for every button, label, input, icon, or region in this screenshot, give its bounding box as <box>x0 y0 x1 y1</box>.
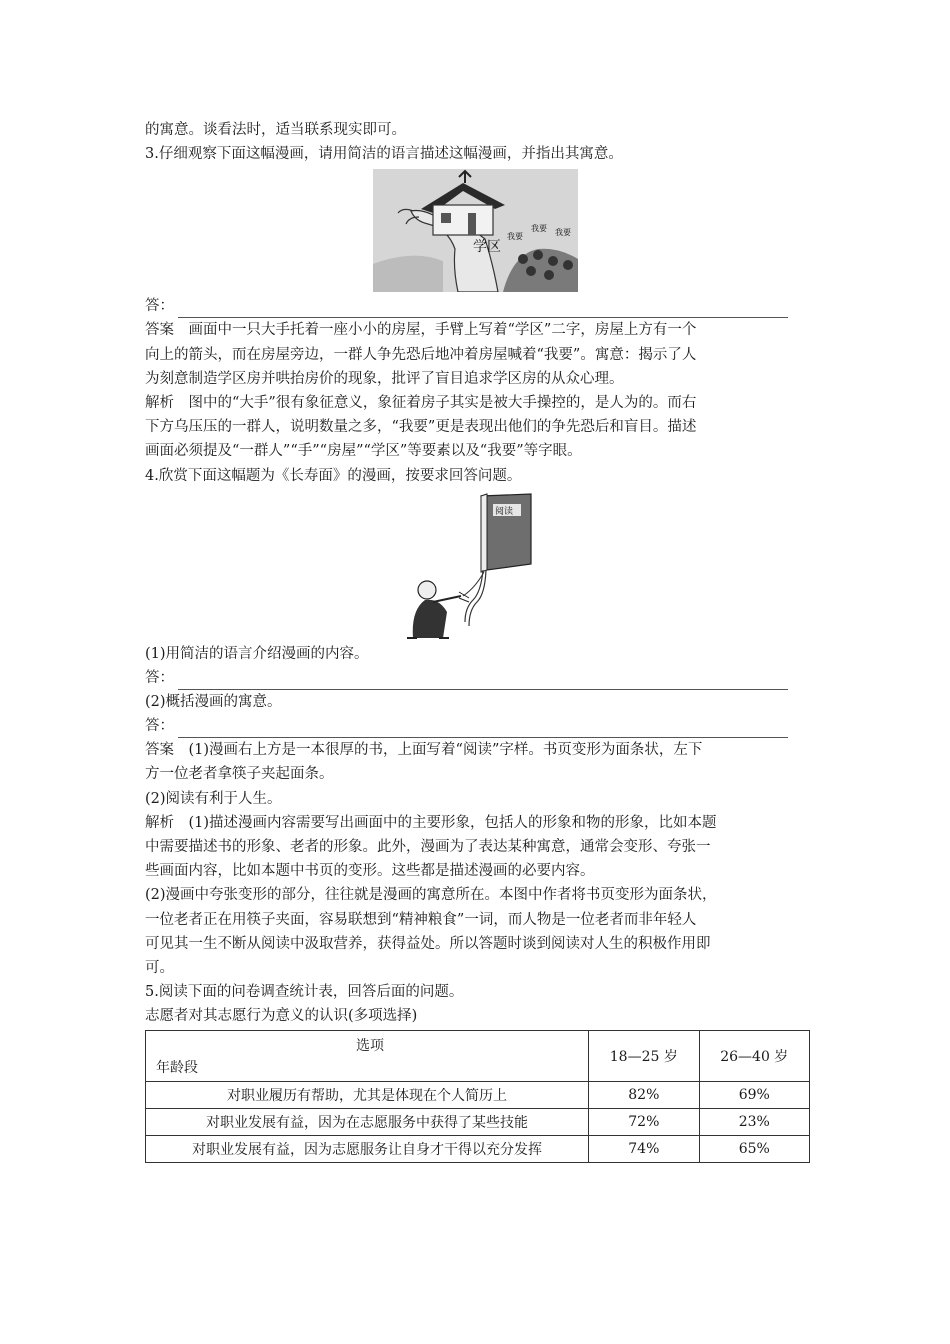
school-district-cartoon <box>373 169 578 292</box>
value-cell: 23% <box>699 1109 809 1136</box>
header-diagonal-cell <box>146 1031 589 1082</box>
analysis-text: 些画面内容，比如本题中书页的变形。这些都是描述漫画的必要内容。 <box>145 863 595 880</box>
analysis-text: 画面必须提及“一群人”“手”“房屋”“学区”等要素以及“我要”等字眼。 <box>145 443 582 460</box>
text-line: 的寓意。谈看法时，适当联系现实即可。 <box>145 122 406 138</box>
answer-text: 为刻意制造学区房并哄抬房价的现象，批评了盲目追求学区房的从众心理。 <box>145 370 624 387</box>
question-3-title: 3.仔细观察下面这幅漫画，请用简洁的语言描述这幅漫画，并指出其寓意。 <box>145 146 623 163</box>
table-row <box>146 1109 810 1136</box>
answer-prefix: 答： <box>145 670 174 687</box>
answer-text: 向上的箭头，而在房屋旁边，一群人争先恐后地冲着房屋喊着“我要”。寓意：揭示了人 <box>145 346 697 363</box>
question-4-sub1: (1)用简洁的语言介绍漫画的内容。 <box>145 645 369 662</box>
answer-prefix: 答： <box>145 298 174 315</box>
answer-blank[interactable] <box>145 714 810 738</box>
value-cell: 69% <box>699 1082 809 1109</box>
analysis-text: 一位老者正在用筷子夹面，容易联想到“精神粮食”一词，而人物是一位老者而非年轻人 <box>145 911 697 928</box>
option-cell: 对职业发展有益，因为在志愿服务中获得了某些技能 <box>146 1109 589 1136</box>
document-page <box>145 118 810 1163</box>
answer-text: 答案 画面中一只大手托着一座小小的房屋，手臂上写着“学区”二字，房屋上方有一个 <box>145 322 697 339</box>
district-label: 学区 <box>473 238 501 255</box>
want-label: 我要 <box>531 224 547 234</box>
option-cell: 对职业履历有帮助，尤其是体现在个人简历上 <box>146 1082 589 1109</box>
analysis-text: 解析 (1)描述漫画内容需要写出画面中的主要形象，包括人的形象和物的形象，比如本题 <box>145 814 717 831</box>
longevity-noodle-cartoon <box>403 492 535 640</box>
value-cell: 72% <box>589 1109 699 1136</box>
table-row <box>146 1082 810 1109</box>
question-4-sub2: (2)概括漫画的寓意。 <box>145 694 282 711</box>
header-options: 选项 <box>356 1038 384 1055</box>
analysis-text: 解析 图中的“大手”很有象征意义，象征着房子其实是被大手操控的，是人为的。而右 <box>145 395 697 412</box>
table-caption: 志愿者对其志愿行为意义的认识(多项选择) <box>145 1008 418 1025</box>
table-row <box>146 1136 810 1163</box>
analysis-text: 可。 <box>145 960 174 977</box>
table-header-row <box>146 1031 810 1082</box>
option-cell: 对职业发展有益，因为志愿服务让自身才干得以充分发挥 <box>146 1136 589 1163</box>
analysis-text: 中需要描述书的形象、老者的形象。此外，漫画为了表达某种寓意，通常会变形、夸张一 <box>145 839 711 856</box>
analysis-text: 可见其一生不断从阅读中汲取营养，获得益处。所以答题时谈到阅读对人生的积极作用即 <box>145 935 711 952</box>
header-age-group: 年龄段 <box>156 1060 198 1077</box>
value-cell: 82% <box>589 1082 699 1109</box>
value-cell: 74% <box>589 1136 699 1163</box>
answer-blank[interactable] <box>145 294 810 318</box>
analysis-text: (2)漫画中夸张变形的部分，往往就是漫画的寓意所在。本图中作者将书页变形为面条状， <box>145 887 717 904</box>
answer-text: 答案 (1)漫画右上方是一本很厚的书，上面写着“阅读”字样。书页变形为面条状，左下 <box>145 742 703 759</box>
question-5-title: 5.阅读下面的问卷调查统计表，回答后面的问题。 <box>145 984 464 1001</box>
analysis-text: 下方乌压压的一群人，说明数量之多，“我要”更是表现出他们的争先恐后和盲目。描述 <box>145 419 697 436</box>
answer-text: 方一位老者拿筷子夹起面条。 <box>145 766 334 783</box>
question-4-title: 4.欣赏下面这幅题为《长寿面》的漫画，按要求回答问题。 <box>145 467 522 484</box>
answer-prefix: 答： <box>145 718 174 735</box>
survey-table <box>145 1030 810 1163</box>
book-label: 阅读 <box>495 505 514 516</box>
answer-blank[interactable] <box>145 666 810 690</box>
want-label: 我要 <box>555 228 571 238</box>
want-label: 我要 <box>507 232 523 242</box>
value-cell: 65% <box>699 1136 809 1163</box>
answer-text: (2)阅读有利于人生。 <box>145 790 282 807</box>
header-age-18-25: 18—25 岁 <box>589 1031 699 1082</box>
header-age-26-40: 26—40 岁 <box>699 1031 809 1082</box>
